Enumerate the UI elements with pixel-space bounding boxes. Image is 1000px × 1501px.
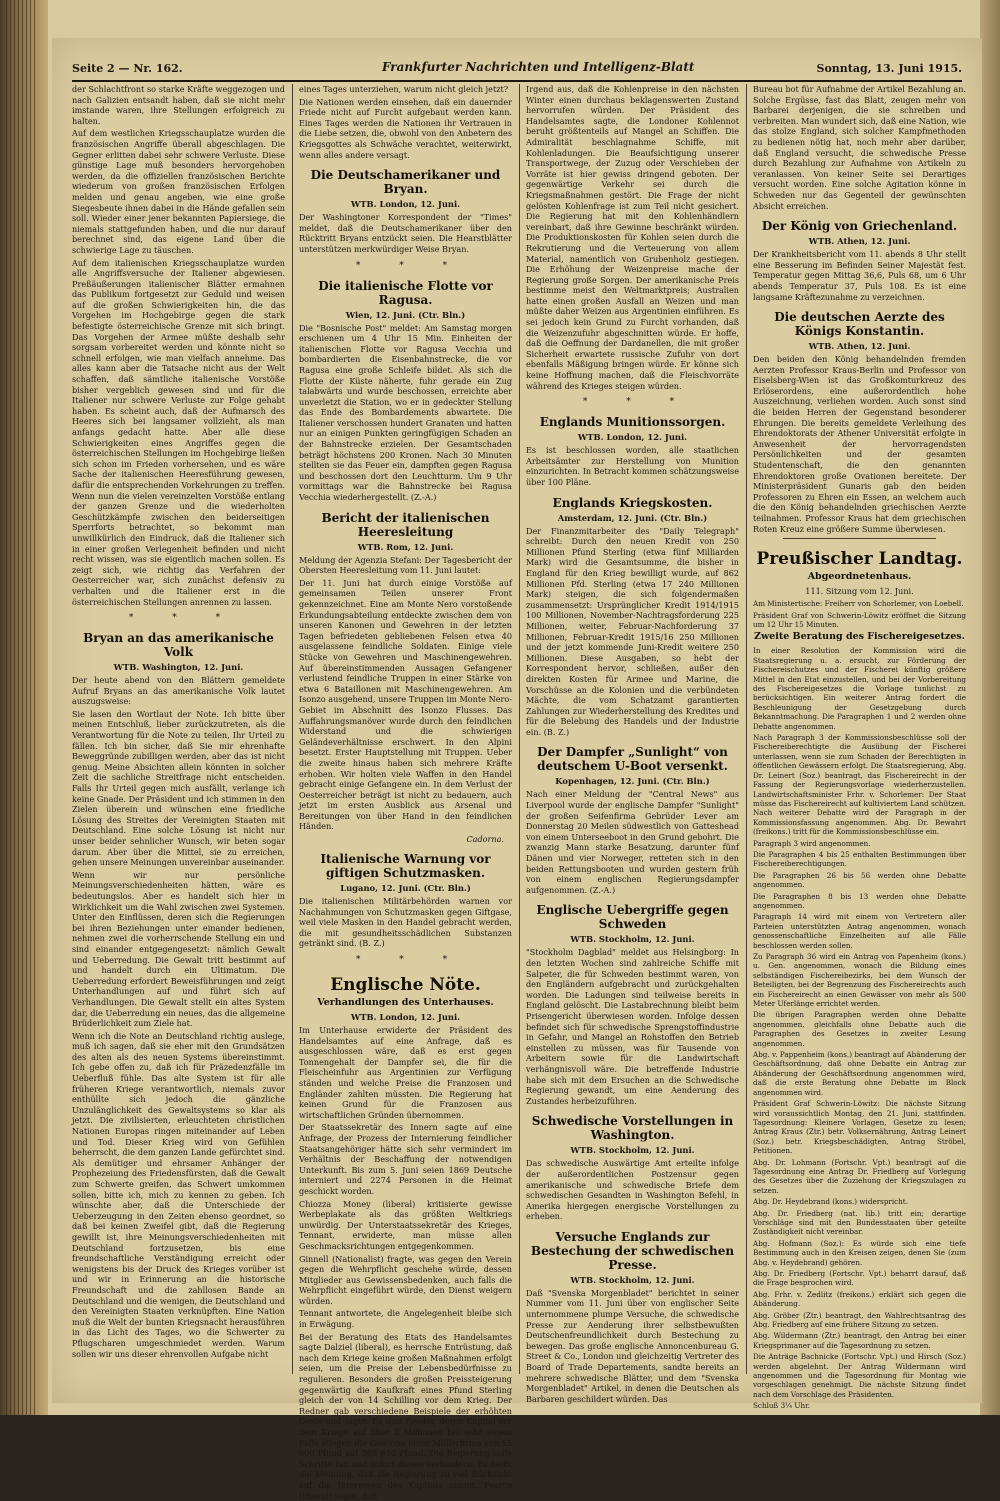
paragraph: Bureau bot für Aufnahme der Artikel Bezahlung an. Solche Ergüsse, fast das Blatt, zeugen mehr von Barbarei derjenigen, die sie schreiben und verbreiten. Man wundert sich, daß eine Nation, wie das stolze England, sich solcher Kampfmethoden zu bedienen nötig hat, noch mehr aber darüber, daß England versucht, die schwedische Presse durch Bezahlung zur Aufnahme von Artikeln zu veranlassen. Von keiner Seite sei Derartiges versucht worden. Eine solche Agitation könne in Schweden nur das Gegenteil der gewünschten Absicht erreichen.: [753, 84, 966, 211]
article-headline: Schwedische Vorstellungen in Washington.: [531, 1114, 734, 1143]
section-headline: Englische Nöte.: [330, 975, 481, 996]
paragraph: Paragraph 3 wird angenommen.: [753, 838, 871, 848]
paragraph: Bei der Beratung des Etats des Handelsamtes sagte Dalziel (liberal), es herrsche Entrüstung, daß nach dem Kriege keine großen Maßnahmen erfolgt seien, um die Preise der Lebensbedürfnisse zu regulieren. Besonders die großen Preissteigerung gegenwärtig die Kaufkraft eines Pfund Sterling gleich der von 14 Schilling vor dem Krieg. Der Redner gab verschiedene Beispiele der erhöhten Geste und sagte: Es sind Reeder, deren Kapital vor dem Kriege auf über 2 Millionen bei sehr einem Falle stiegen die Gewinne einer Müllerfirma von 55 000 Pfund auf 368 650 Pfund. Die Regierung solle Schritte tun und sofort dieses verhindern. Es heißt die Meinung, daß die Regierung zu viel Rücksicht auf die Interessen des Kapitals nimmt. Pearce (liberal) sagte, daß: [299, 1331, 512, 1501]
paragraph: Abg. Hofmann (Soz.): Es würde sich eine tiefe Bestimmung auch in den Kreisen zeigen, denen Sie (zum Abg. v. Heydebrand) gehören.: [753, 1238, 966, 1267]
dateline: WTB. London, 12. Juni.: [577, 432, 688, 443]
article-headline: Bericht der italienischen Heeresleitung: [321, 510, 490, 539]
paragraph: Abg. Wildermann (Ztr.) beantragt, den Antrag bei einer Kriegsprimaner auf die Tagesordnung zu setzen.: [753, 1331, 966, 1350]
paragraph: Wenn wir nur persönliche Meinungsverschiedenheiten hätten, wäre es bedeutungslos. Aber es handelt sich hier in Wirklichkeit um die Wahl zwischen zwei Systemen. Unter den Einflüssen, deren sich die Regierungen bei ihren Beziehungen unter einander bedienen, nehmen zwei die vorherrschende Stellung ein und sind einander entgegengesetzt: nämlich Gewalt und Ueberredung. Die Gewalt tritt bestimmt auf und handelt durch ein Ultimatum. Die Ueberredung erfordert Beweisführungen und zeigt Unterhandlungen auf und führt sich auf Verhandlungen. Die Gewalt stellt ein altes System dar, die Ueberredung ein neues, das die allgemeine Brüderlichkeit zum Ziele hat.: [72, 869, 285, 1029]
column-divider: [746, 84, 747, 1374]
paragraph: Paragraph 14 wird mit einem von Vertretern aller Parteien unterstützten Antrag angenommen, wonach genossenschaftliche Einzelheiten auf alle Fälle beschlossen werden sollen.: [753, 912, 966, 950]
paragraph: Wenn ich die Note an Deutschland richtig auslege, muß ich sagen, daß sie eher mit den Grundsätzen des alten als des neuen Systems übereinstimmt. Ich gebe offen zu, daß ich für Präzedenzfälle im Ueberfluß fühle. Das alte System ist für alle früheren Kriege verantwortlich, niemals zuvor enthüllte sich jedoch die gänzliche Unzulänglichkeit des Gewaltsystems so klar als jetzt. Die zivilisierten, erleuchteten christlichen Nationen Europas ringen miteinander auf Leben und Tod. Dieser Krieg wird von Gefühlen beherrscht, die dem ganzen Lande gefürchtet sind. Als demütiger und ehrsamer Anhänger der Prophezeiung des Friedensfürsten, daß die Gewalt zum Schwerte greifen, das Schwert umkommen sollen, bitte ich, mich zu kennen zu geben. Ich wünschte aber, daß die Unterschiede der Ueberzeugung in den Zeiten ebenso geordnet, so daß bei keinen Zweifel gibt, daß die Regierung gewillt ist, ihre Meinungsverschiedenheiten mit Deutschland fortzusetzen, bis eine freundschaftliche Verständigung erreicht oder wenigstens bis der Druck des Krieges vorüber ist und wir in Erinnerung an die historische Freundschaft und die zahllosen Bande an Deutschland und die wenigen, die Deutschland und den Vereinigten Staaten verknüpften. Eine Nation muß die Welt der bunten Kriegsnacht herausführen in das Licht des Tages, wo die Schwerter zu Pflugscharen umgeschmiedet werden. Warum sollen wir uns dieser ehrenvollen Aufgabe nicht: [72, 1030, 285, 1359]
paragraph: Der Finanzmitarbeiter des "Daily Telegraph" schreibt: Durch den neuen Kredit von 250 Millionen Pfund Sterling (etwa fünf Milliarden Mark) wird die Gesamtsumme, die bisher in England für den Krieg bewilligt wurde, auf 862 Millionen Pfd. Sterling (etwa 17 240 Millionen Mark) steigen, die sich folgendermaßen zusammensetzt: Ursprünglicher Kredit 1914/1915 100 Millionen, November-Nachtragsforderung 225 Millionen, weiter, Februar-Nachforderung 37 Millionen, Februar-Kredit 1915/16 250 Millionen und der jetzt kommende Juni-Kredit weitere 250 Millionen. Diese Ausgaben, so hebt der Korrespondent hervor, schließen, außer den direkten Kosten für Armee und Marine, die Vorschüsse an die Kolonien und die verbündeten Mächte, die vom Schatzamt garantierten Zahlungen zur Wiederherstellung des Kredites und für die Belebung des Handels und der Industrie ein. (B. Z.): [526, 525, 739, 737]
paragraph: eines Tages unterziehen, warum nicht gleich jetzt?: [299, 84, 509, 94]
article-headline: Englands Munitionssorgen.: [539, 415, 726, 430]
paragraph: Sie lasen den Wortlaut der Note. Ich bitte über meinen Entschluß, lieber zurückzutreten, als die Verantwortung für die Note zu teilen, Ihr Urteil zu fällen. Ich bin sicher, daß Sie mir ehrenhafte Beweggründe zubilligen werden, aber das ist nicht genug. Meine Absichten allein könnten in solcher Zeit die sachliche Streitfrage nicht entscheiden. Falls Ihr Urteil gegen mich ausfällt, verlange ich keine Gnade. Der Präsident und ich stimmen in den Zielen überein und wünschen eine friedliche Lösung des Streites der Vereinigten Staaten mit Deutschland. Eine solche Lösung ist nicht nur unser beider sehnlicher Wunsch, wir beten sogar darum. Aber über die Mittel, sie zu erreichen, gehen unsere Meinungen unvereinbar auseinander.: [72, 708, 285, 868]
dateline: WTB. Washington, 12. Juni.: [113, 662, 244, 673]
dateline: WTB. Athen, 12. Juni.: [808, 341, 911, 352]
page-edges: [6, 0, 36, 1415]
article-headline: Die italienische Flotte vor Ragusa.: [318, 278, 493, 307]
dateline: WTB. Stockholm, 12. Juni.: [570, 1274, 695, 1285]
article-headline: Der Dampfer „Sunlight“ von deutschem U-Boot versenkt.: [537, 745, 728, 774]
paragraph: Irgend aus, daß die Kohlenpreise in den nächsten Winter einen durchaus beklagenswerten Zustand hervorrufen würden. Der Präsident des Handelsamtes sagte, die Londoner Kohlennot beruht größtenteils auf Mangel an Schiffen. Die Admiralität beschlagnahme Schiffe, mit Kohlenladungen. Die Beaufsichtigung unserer Transportwege, der Zuzug oder Verschieben der Vorräte ist hier gewiss dringend geboten. Der gegenwärtige Verkehr sei durch die Kriegsmaßnahmen gestört. Die Frage der nicht gelösten Kohlenfrage ist zum Teil nicht gesichert. Die Regierung hat mit den Kohlenhändlern vereinbart, daß ihre Gewinne beschränkt würden. Die Produktionskosten für Kohlen seien durch die Rekrutierung und die Verteuerung von allem Material, namentlich von Grubenholz gestiegen. Die Erhöhung der Weizenpreise mache der Regierung große Sorgen. Der amerikanische Preis bestimme meist den Weltmarktpreis; Australien hatte einen großen Ausfall an Weizen und man müßte daher Weizen aus Argentinien einführen. Es sei jedoch kein Grund zu Furcht vorhanden, daß die Weizenzufuhr abgeschnitten würde. Er hoffe, daß die Oeffnung der Dardanellen, die mit großer Sicherheit erwartete russische Zufuhr von dort ebenfalls Mäßigung bringen würde. Er könne sich keine Hoffnung machen, daß die Fleischvorräte während des Krieges steigen würden.: [526, 84, 739, 391]
column-3: [526, 84, 739, 1404]
paragraph: Nach Paragraph 3 der Kommissionsbeschlüsse soll der Fischereiberechtigte die Ausübung der Fischerei unterlassen, wenn sie zum Schaden der Berechtigten in öffentlichen Gewässern erfolgt. Die Staatsregierung, Abg. Dr. Leinert (Soz.) beantragt, das Fischereirecht in der Fassung der Regierungsvorlage wiederherzustellen. Landwirtschaftsminister Frhr. v. Schorlemer: Der Staat müsse das Fischereirecht auf kultiviertem Land schützen. Nach weiterer Debatte wird der Paragraph in der Kommissionsfassung angenommen. Abg. Dr. Bewahrt (freikons.) tritt für die Kommissionsbeschlüsse ein.: [753, 733, 966, 837]
subheadline: Abgeordnetenhaus.: [807, 571, 912, 583]
section-separator: * * *: [355, 260, 466, 271]
paragraph: Die italienischen Militärbehörden warnen vor Nachahmungen von Schutzmasken gegen Giftgase, weil viele Masken in den Handel gebracht werden, die mit gesundheitsschädlichen Substanzen getränkt sind. (B. Z.): [299, 896, 512, 949]
newspaper-sheet: [52, 38, 982, 1501]
article-headline: Englands Kriegskosten.: [552, 495, 713, 510]
paragraph: Der Staatssekretär des Innern sagte auf eine Anfrage, der Prozess der Internierung feindlicher Staatsangehöriger hätte sich sehr vermindert im Verhältnis der Beschaffung der notwendigen Unterkunft. Bis zum 5. Juni seien 1869 Deutsche interniert und 2274 Personen in die Heimat geschickt worden.: [299, 1122, 512, 1196]
article-headline: Versuche Englands zur Bestechung der schwedischen Presse.: [530, 1229, 735, 1272]
subheadline: Zweite Beratung des Fischereigesetzes.: [754, 631, 965, 643]
adjacent-page-edge: [980, 0, 1000, 1415]
paragraph: In einer Resolution der Kommission wird die Staatsregierung u. a. ersucht, zur Förderung der Fischereischutzes und der Fischerei künftig größere Mittel in den Etat einzustellen, und bei der Vorbereitung des Fischereigesetzes die Vorlage tunlichst zu berücksichtigen. Ein weiterer Antrag fordert die Beschleunigung der Gesetzgebung durch Bekanntmachung. Die Paragraphen 1 und 2 werden ohne Debatte angenommen.: [753, 646, 966, 731]
paragraph: Die übrigen Paragraphen werden ohne Debatte angenommen, gleichfalls ohne Debatte auch die Paragraphen des Gesetzes in zweiter Lesung angenommen.: [753, 1010, 966, 1048]
dateline: Kopenhagen, 12. Juni. (Ctr. Bln.): [555, 776, 710, 787]
paragraph: Abg. Dr. Friedberg (nat. lib.) tritt ein; derartige Vorschläge sind mit den Bundesstaaten über geteilte Zuständigkeit nicht vereinbar.: [753, 1208, 966, 1237]
paragraph: Chiozza Money (liberal) kritisierte gewisse Werbeplakate als das größten Weltkriegs unwürdig. Der Unterstaatssekretär des Krieges, Tennant, erwiderte, man müsse allen Geschmacksrichtungen entgegenkommen.: [299, 1198, 512, 1251]
dateline: WTB. Rom, 12. Juni.: [357, 541, 454, 552]
dateline: WTB. Stockholm, 12. Juni.: [570, 934, 695, 945]
paragraph: Das schwedische Auswärtige Amt erteilte infolge der außerordentlichen Postzensur gegen amerikanische und schwedische Briefe dem schwedischen Gesandten in Washington Befehl, in Amerika hiergegen energische Vorstellungen zu erheben.: [526, 1158, 739, 1222]
paragraph: Den beiden den König behandelnden fremden Aerzten Professor Kraus-Berlin und Professor von Eiselsberg-Wien ist das Großkomturkreuz des Erlöserordens, eine außerordentlich hohe Auszeichnung, verliehen worden. Auch sonst sind die beiden Herren der Gegenstand besonderer Ehrungen. Die bereits gemeldete Verleihung des Ehrendoktorats der Athener Universität erfolgte in Anwesenheit der hervorragendsten Persönlichkeiten und der gesamten Studentenschaft, die den genannten Ehrendoktoren große Ovationen bereitete. Der Ministerpräsident Gunaris gab den beiden Professoren zu Ehren ein Essen, an welchem auch die den König behandelnden griechischen Aerzte teilnahmen. Professor Kraus hat dem griechischen Roten Kreuz eine größere Summe überwiesen.: [753, 354, 966, 534]
paragraph: Die Paragraphen 26 bis 56 werden ohne Debatte angenommen.: [753, 870, 966, 890]
session-line: 111. Sitzung vom 12. Juni.: [805, 586, 914, 597]
dateline: WTB. London, 12. Juni.: [350, 1012, 461, 1023]
article-headline: Der König von Griechenland.: [761, 219, 958, 234]
paragraph: Am Ministertische: Freiherr von Schorlemer, von Loebell.: [753, 599, 964, 609]
book-binding: [0, 0, 48, 1415]
issue-date: Sonntag, 13. Juni 1915.: [816, 62, 962, 75]
paragraph: Die Paragraphen 8 bis 13 werden ohne Debatte angenommen.: [753, 891, 966, 910]
paragraph: Auf dem italienischen Kriegsschauplatze wurden alle Angriffsversuche der Italiener abgewiesen. Preßäußerungen italienischer Blätter ermahnen das Publikum fortgesetzt zur Geduld und weisen auf die großen Schwierigkeiten hin, die das Vorgehen im Hochgebirge gegen die stark befestigte österreichische Grenze mit sich bringt. Das Vorgehen der Armee müßte deshalb sehr sorgsam vorbereitet werden und könnte nicht so schnell erfolgen, wie man vielfach annehme. Das alles kann aber die Tatsache nicht aus der Welt schaffen, daß sämtliche italienische Vorstöße bisher vergeblich gewesen sind und für die Italiener nur schwere Verluste zur Folge gehabt haben. Es scheint auch, daß der Aufmarsch des Heeres sich bei langsamer vollzieht, als man anfangs gedacht hatte. Aber alle diese Schwierigkeiten eines Angriffes gegen die österreichischen Stellungen im Hochgebirge ließen sich schon im Frieden vorhersehen, und es wäre Sache der italienischen Heeresführung gewesen, dafür die entsprechenden Vorkehrungen zu treffen. Wenn nun die vielen vereinzelten Vorstöße entlang der ganzen Grenze und die wiederholten Geschützkämpfe zwischen den beiderseitigen Sperrforts betrachtet, so bekommt man unwillkürlich den Eindruck, daß die Italiener sich in einer großen Verlegenheit befinden und nicht recht wissen, was sie eigentlich machen sollen. Es zeigt sich, wie richtig das Verfahren der Oesterreicher war, sich zunächst defensiv zu verhalten und die Italiener erst in die österreichischen Stellungen anrennen zu lassen.: [72, 257, 285, 607]
dateline: WTB. Athen, 12. Juni.: [808, 236, 911, 247]
dateline: Wien, 12. Juni. (Ctr. Bln.): [345, 309, 466, 320]
paragraph: Meldung der Agenzia Stefani: Der Tagesbericht der Obersten Heeresleitung vom 11. Juni lautet:: [299, 554, 512, 576]
column-1: [72, 84, 285, 1374]
paragraph: Abg. Gröber (Ztr.) beantragt, den Wahlrechtsantrag des Abg. Friedberg auf eine frühere Sitzung zu setzen.: [753, 1310, 966, 1330]
dateline: Amsterdam, 12. Juni. (Ctr. Bln.): [557, 512, 708, 523]
paragraph: Der Washingtoner Korrespondent der "Times" meldet, daß die Deutschamerikaner über den Rücktritt Bryans entzückt seien. Die Hearstblätter unterstützen merkwürdiger Weise Bryan.: [299, 212, 512, 254]
column-divider: [292, 84, 293, 1374]
paragraph: Ginnell (Nationalist) fragte, was gegen den Verein gegen die Wehrpflicht geschehe würde, dessen Mitglieder aus Gewissensbedenken, auch falls die Wehrpflicht eingeführt würde, den Dienst weigern würden.: [299, 1253, 512, 1306]
paragraph: Der heute abend von den Blättern gemeldete Aufruf Bryans an das amerikanische Volk lautet auszugsweise:: [72, 675, 285, 707]
section-separator: * * *: [582, 397, 693, 408]
paragraph: Präsident Graf Schwerin-Löwitz: Die nächste Sitzung wird voraussichtlich Montag, den 21. Juni, stattfinden. Tagesordnung: Kleinere Vorlagen, Gesetze zu lesen; Antrag Kraus (Ztr.) betr. Volksernährung, Antrag Leinert (Soz.) betr. Kriegsbeschädigten, Antrag Ströbel, Petitionen.: [753, 1099, 966, 1156]
page-header: [72, 60, 962, 78]
paragraph: Präsident Graf von Schwerin-Löwitz eröffnet die Sitzung um 12 Uhr 15 Minuten.: [753, 610, 966, 629]
paragraph: Die Nationen werden einsehen, daß ein dauernder Friede nicht auf Furcht aufgebaut werden kann. Eines Tages werden die Nationen ihr Vertrauen in die Liebe setzen, die, obwohl von den Anbetern des Kriegsgottes als Schwäche verachtet, weiterwirkt, wenn alles andere versagt.: [299, 96, 512, 160]
article-headline: Die deutschen Aerzte des Königs Konstantin.: [774, 310, 945, 339]
paragraph: Die Anträge Bachnicke (Fortschr. Vpt.) und Hirsch (Soz.) werden abgelehnt. Der Antrag Wildermann wird angenommen und die Tagesordnung für Montag wie vorgeschlagen genehmigt. Die nächste Sitzung findet nach dem Vorschlage des Präsidenten.: [753, 1352, 966, 1399]
column-divider: [519, 84, 520, 1374]
paragraph: Schluß 3¼ Uhr.: [753, 1401, 811, 1411]
masthead-title: Frankfurter Nachrichten und Intelligenz-Blatt: [382, 60, 695, 74]
paragraph: der Schlachtfront so starke Kräfte weggezogen und nach Galizien entsandt haben, daß sie nicht mehr imstande waren, ihre Stellungen erfolgreich zu halten.: [72, 84, 285, 126]
section-headline: Preußischer Landtag.: [756, 549, 963, 570]
dateline: Lugano, 12. Juni. (Ctr. Bln.): [340, 883, 471, 894]
article-headline: Italienische Warnung vor giftigen Schutzmasken.: [320, 852, 491, 881]
article-headline: Bryan an das amerikanische Volk: [83, 631, 274, 660]
article-headline: Die Deutschamerikaner und Bryan.: [310, 168, 501, 197]
section-separator: * * *: [355, 955, 466, 966]
column-4: [753, 84, 966, 1411]
header-rule: [72, 80, 962, 82]
paragraph: Die "Bosnische Post" meldet: Am Samstag morgen erschienen um 4 Uhr 15 Min. Einheiten der italienischen Flotte vor Ragusa Vecchia und bombardierten die Eisenbahnstrecke, die vor Ragusa eine große Schleife bildet. Als sich die Flotte der Küste näherte, fuhr gerade ein Zug talabwärts und wurde beschossen, erreichte aber unverletzt die Station, wo er in gedeckter Stellung das Ende des Bombardements abwartete. Die Italiener verschossen hundert Granaten und hatten nur an einigen Punkten geringfügigen Schaden an der Bahnstrecke erzielen. Der Gesamtschaden beträgt höchstens 200 Kronen. Nach 30 Minuten stellten sie das Feuer ein, dampften gegen Ragusa und beschossen dort den Leuchtturm. Um 9 Uhr vormittags war die Bahnstrecke bei Ragusa Vecchia wiederhergestellt. (Z.-A.): [299, 322, 512, 503]
paragraph: Im Unterhause erwiderte der Präsident des Handelsamtes auf eine Anfrage, daß es ausgeschlossen wäre, daß es erst gegen Tonnengehalt der Dampfer sei, die für die Fleischeinfuhr aus Argentinien zur Verfügung ständen und welche Preise die Franzosen und Engländer zahlten müssten. Die Regierung hat keinen Grund für die Franzosen aus wirtschaftlichen Gründen übernommen.: [299, 1025, 512, 1120]
paragraph: Der 11. Juni hat durch einige Vorstöße auf gemeinsamen Teilen unserer Front gekennzeichnet. Eine am Monte Nero vorstoßende Erkundungsabteilung entdeckte zwischen dem von unseren Kanonen und Gewehren in der letzten Tagen befriedeten gebliebenen Felsen etwa 40 ausgelassene feindliche Soldaten. Einige viele Stücke von Gewehren und Maschinengewehren. Auf übereinstimmenden Aussagen Gefangener verlustend feindliche Truppen in einer Stärke von etwa 6 Bataillonen mit Maschinengewehren. Am Isonzo ausgehend, unsere Truppen im Monte Nero-Gebiet im Abschnitt des Isonzo Flusses. Das Auffahrungsmanöver wurde durch den feindlichen Widerstand und die schwierigen Geländeverhältnisse erschwert. In den Alpini besetzt. Erster Hauptstellung mit Truppen. Ueber die zweite hinaus haben sich mehrere Kräfte erhoben. Wir holten viele Waffen in den Handel gebracht einige Gefangene ein. In dem Verlust der Oesterreicher beträgt ist nicht zu bedauern, auch jetzt im ersten Ausblick aus Arsenal und Bereitungen von über Hand in den feindlichen Händen.: [299, 577, 512, 832]
paragraph: Der Krankheitsbericht vom 11. abends 8 Uhr stellt eine Besserung im Befinden Seiner Majestät fest. Temperatur gegen Mittag 36,6, Puls 68, um 6 Uhr abends Temperatur 37, Puls 108. Es ist eine langsame Kräftezunahme zu verzeichnen.: [753, 249, 966, 302]
paragraph: Abg. Dr. Heydebrand (kons.) widerspricht.: [753, 1197, 908, 1207]
signature: Cadorna.: [466, 834, 504, 845]
dateline: WTB. Stockholm, 12. Juni.: [570, 1145, 695, 1156]
article-headline: Englische Uebergriffe gegen Schweden: [536, 903, 729, 932]
paragraph: Abg. Frhr. v. Zedlitz (freikons.) erklärt sich gegen die Abänderung.: [753, 1289, 966, 1309]
paragraph: Die Paragraphen 4 bis 25 enthalten Bestimmungen über Fischereiberechtigungen.: [753, 849, 966, 869]
paragraph: Abg. Dr. Lohmann (Fortschr. Vpt.) beantragt auf die Tagesordnung eine Antrag Dr. Friedberg auf Vorlegung des Gesetzes über die Zuziehung der Kriegszulagen zu setzen.: [753, 1157, 966, 1195]
paragraph: Es ist beschlossen worden, alle staatlichen Arbeitsämter zur Herstellung von Munition einzurichten. In Betracht kommen schätzungsweise über 100 Pläne.: [526, 445, 739, 487]
column-2: [299, 84, 512, 1501]
subheadline: Verhandlungen des Unterhauses.: [317, 997, 494, 1009]
section-rule: [783, 538, 936, 539]
paragraph: Daß "Svenska Morgenbladet" berichtet in seiner Nummer vom 11. Juni über von englischer Seite unternommene plumpe Versuche, die schwedische Presse zur Aenderung ihrer selbstbewußten Deutschenfreundlichkeit durch Bestechung zu bewegen. Das große englische Annoncenbureau G. Street & Co., London und gleichzeitig Vertreter des Board of Trade Departements, sandte bereits an mehrere schwedische Blätter, und dem "Svenska Morgenbladet" Artikel, in denen die Deutschen als Barbaren geschildert würden. Das: [526, 1287, 739, 1404]
paragraph: "Stockholm Dagblad" meldet aus Helsingborg: In den letzten Wochen sind zahlreiche Schiffe mit Salpeter, die für Schweden bestimmt waren, von den Engländern aufgebracht und zurückgehalten worden. Die Ladungen sind teilweise bereits in England gelöscht. Die Lastabrechnung bleibt beim Prisengericht überwiesen worden. Infolge dessen befindet sich für schwedische Sprengstoffindustrie in Gefahr, und Mangel an Rohstoffen den Betrieb einstellen zu müssen, was für Tausende von Arbeitern sowie für die Landwirtschaft verhängnisvoll wäre. Die betreffende Industrie habe sich mit dem Ersuchen an die Schwedische Regierung gewandt, um eine Aenderung des Zustandes herbeizuführen.: [526, 947, 739, 1106]
paragraph: Auf dem westlichen Kriegsschauplatze wurden die französischen Angriffe überall abgeschlagen. Die Gegner erlitten dabei sehr schwere Verluste. Diese günstige Lage muß besonders hervorgehoben werden, da die offiziellen französischen Berichte wiederum von großen französischen Erfolgen melden und genau angeben, wie eine große Siegesbeute ihnen dabei in die Hände gefallen sein soll. Wieder einer jener bekannten Papiersiege, die niemals stattgefunden haben, und die nur darauf berechnet sind, das eigene Land über die schwierige Lage zu täuschen.: [72, 128, 285, 255]
page-number: Seite 2 — Nr. 162.: [72, 62, 183, 75]
paragraph: Tennant antwortete, die Angelegenheit bleibe sich in Erwägung.: [299, 1308, 512, 1330]
paragraph: Abg. Dr. Friedberg (Fortschr. Vpt.) beharrt darauf, daß die Frage besprochen wird.: [753, 1269, 966, 1288]
paragraph: Nach einer Meldung der "Central News" aus Liverpool wurde der englische Dampfer "Sunlight" der großen Seifenfirma Gebrüder Lever am Donnerstag 20 Meilen südwestlich von Gatteshead von einem Unterseeboot in den Grund gebohrt. Die zwanzig Mann starke Besatzung, darunter fünf Dänen und vier Norweger, retteten sich in den beiden Rettungsbooten und wurden gestern früh von einem englischen Regierungsdampfer aufgenommen. (Z.-A.): [526, 789, 739, 895]
section-separator: * * *: [128, 613, 239, 624]
paragraph: Zu Paragraph 36 wird ein Antrag von Papenheim (kons.) u. Gen. angenommen, wonach die Bildung eines selbständigen Fischereibezirks, bei dem Wunsch der Beteiligten, bei der Begrenzung des Fischereirechts auch ein Fischereirecht an einen Gewässer von mehr als 500 Meter Uferlänge errichtet werden.: [753, 952, 966, 1009]
dateline: WTB. London, 12. Juni.: [350, 199, 461, 210]
paragraph: Abg. v. Pappenheim (kons.) beantragt auf Abänderung der Geschäftsordnung, daß ohne Debatte ein Antrag zur Abänderung der Geschäftsordnung angenommen wird, daß die erste Beratung ohne Debatte im Block angenommen wird.: [753, 1050, 966, 1097]
